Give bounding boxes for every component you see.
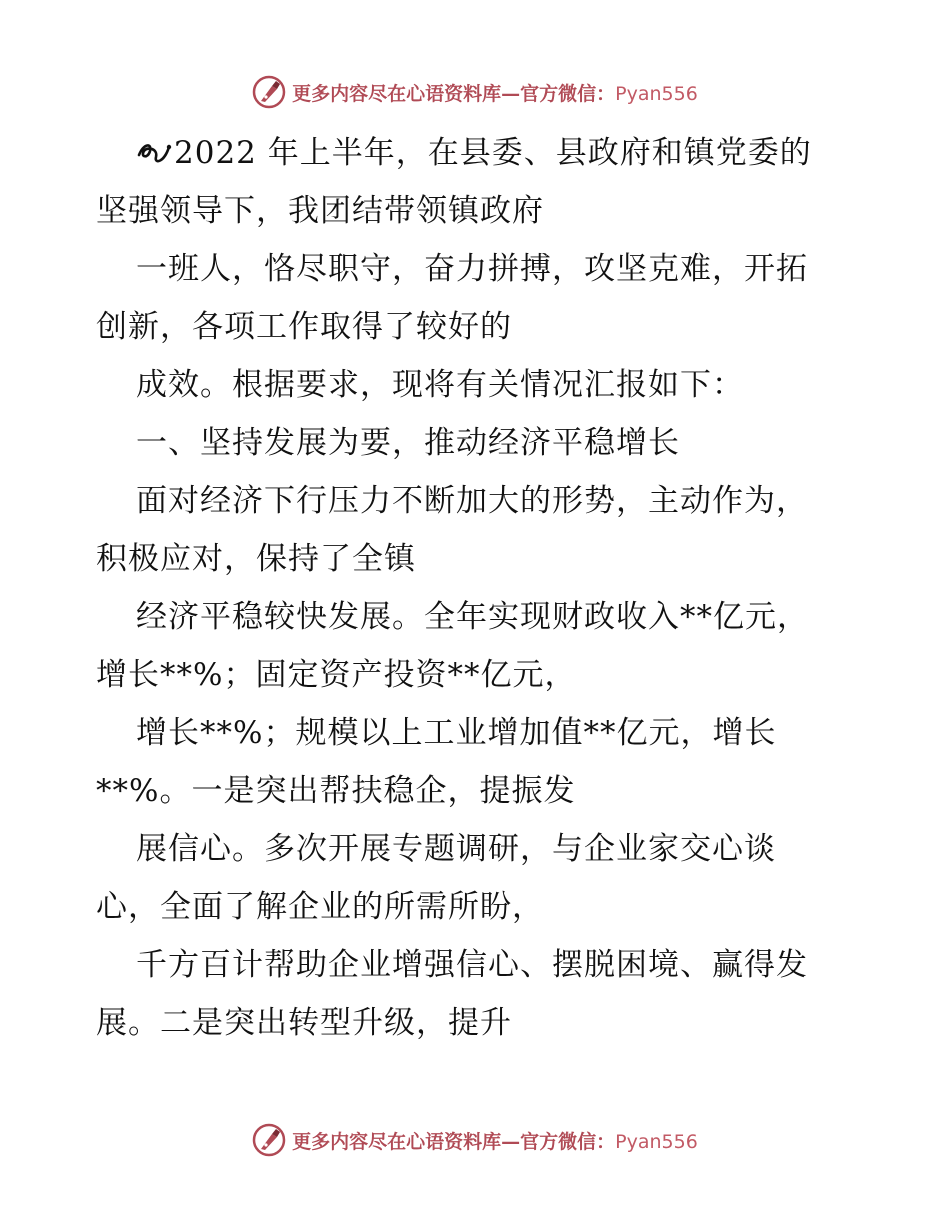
paragraph-line: 千方百计帮助企业增强信心、摆脱困境、赢得发 — [136, 947, 808, 983]
paragraph-line: 坚强领导下，我团结带领镇政府 — [96, 193, 544, 229]
paragraph-line: 一班人，恪尽职守，奋力拼搏，攻坚克难，开拓 — [136, 251, 808, 287]
paragraph-line: 经济平稳较快发展。全年实现财政收入**亿元， — [136, 599, 809, 635]
flourish-icon — [136, 137, 172, 167]
paragraph-line: 展信心。多次开展专题调研，与企业家交心谈 — [136, 831, 776, 867]
paragraph-line: 心，全面了解企业的所需所盼， — [96, 889, 544, 925]
document-body — [96, 124, 866, 1052]
paragraph-line: 创新，各项工作取得了较好的 — [96, 309, 512, 345]
watermark-text: 更多内容尽在心语资料库—官方微信：Pyan556 — [292, 82, 698, 105]
watermark-text: 更多内容尽在心语资料库—官方微信：Pyan556 — [292, 1130, 698, 1153]
header-watermark — [0, 72, 950, 112]
section-heading: 一、坚持发展为要，推动经济平稳增长 — [136, 425, 680, 461]
paragraph-line: **%。一是突出帮扶稳企，提振发 — [96, 773, 576, 809]
paragraph-line: 增长**%；规模以上工业增加值**亿元，增长 — [136, 715, 777, 751]
footer-watermark — [0, 1120, 950, 1160]
pen-nib-logo-icon — [252, 75, 286, 109]
paragraph-line: 增长**%；固定资产投资**亿元， — [96, 657, 577, 693]
paragraph-line: 成效。根据要求，现将有关情况汇报如下： — [136, 367, 744, 403]
pen-nib-logo-icon — [252, 1123, 286, 1157]
paragraph-line: 积极应对，保持了全镇 — [96, 541, 416, 577]
paragraph-line: 展。二是突出转型升级，提升 — [96, 1005, 512, 1041]
paragraph-line: 面对经济下行压力不断加大的形势，主动作为， — [136, 483, 808, 519]
paragraph-line: 2022 年上半年，在县委、县政府和镇党委的 — [96, 124, 866, 182]
